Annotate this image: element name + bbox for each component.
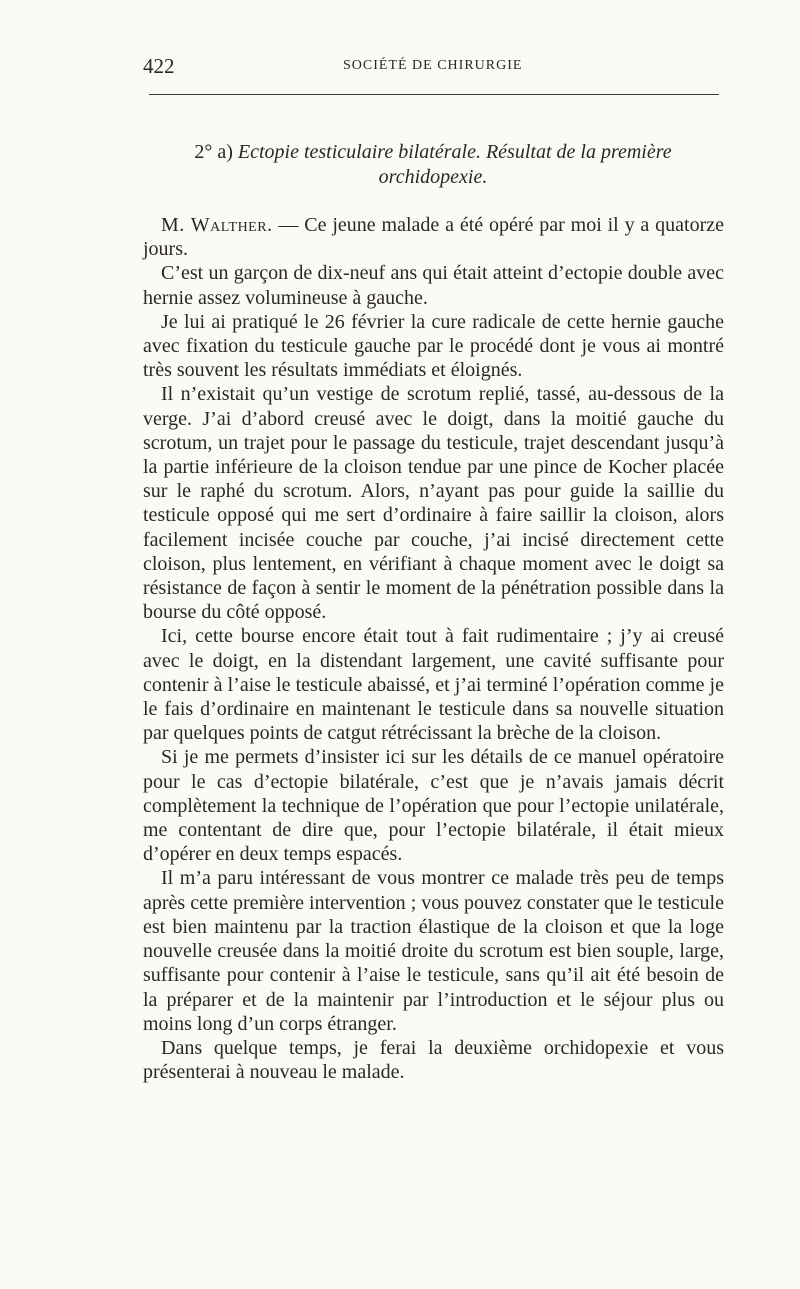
paragraph-6: Si je me permets d’insister ici sur les détails de ce manuel opératoire pour le cas d’ectopie bilatérale, c’est que je n’avais jamais décrit complètement la technique de l’opération que pour l’ectopie unilatérale, me contentant de dire que, pour l’ectopie bilatérale, il était mieux d’opérer en deux temps espacés. [143,746,724,866]
paragraph-3: Je lui ai pratiqué le 26 février la cure radicale de cette hernie gauche avec fixation du testicule gauche par le procédé dont je vous ai montré très souvent les résultats immédiats et éloignés. [143,310,724,382]
speaker-name: M. Walther. [161,214,273,236]
running-title: SOCIÉTÉ DE CHIRURGIE [343,58,523,73]
page-number: 422 [143,54,175,78]
section-number: 2° a) [194,141,233,163]
section-title-line-2: orchidopexie. [378,166,488,188]
section-title [143,140,723,190]
article-body [143,213,724,1084]
section-title-line-1: Ectopie testiculaire bilatérale. Résultat de la première [237,141,672,163]
page-header [143,54,723,84]
paragraph-2: C’est un garçon de dix-neuf ans qui était atteint d’ectopie double avec hernie assez volumineuse à gauche. [143,262,724,309]
paragraph-4: Il n’existait qu’un vestige de scrotum replié, tassé, au-dessous de la verge. J’ai d’abord creusé avec le doigt, dans la moitié gauche du scrotum, un trajet pour le passage du testicule, trajet descendant jusqu’à la partie inférieure de la cloison tendue par une pince de Kocher placée sur le raphé du scrotum. Alors, n’ayant pas pour guide la saillie du testicule opposé qui me sert d’ordinaire à faire saillir la cloison, alors facilement incisée couche par couche, j’ai incisé directement cette cloison, plus lentement, en vérifiant à chaque moment avec le doigt sa résistance de façon à sentir le moment de la pénétration possible dans la bourse du côté opposé. [143,383,724,624]
paragraph-7: Il m’a paru intéressant de vous montrer ce malade très peu de temps après cette première intervention ; vous pouvez constater que le testicule est bien maintenu par la traction élastique de la cloison et que la loge nouvelle creusée dans la moitié droite du scrotum est bien souple, large, suffisante pour contenir à l’aise le testicule, sans qu’il ait été besoin de la préparer et de la maintenir par l’introduction et le séjour plus ou moins long d’un corps étranger. [143,867,724,1035]
paragraph-8: Dans quelque temps, je ferai la deuxième orchidopexie et vous présenterai à nouveau le malade. [143,1036,724,1084]
paragraph-5: Ici, cette bourse encore était tout à fait rudimentaire ; j’y ai creusé avec le doigt, en la distendant largement, une cavité suffisante pour contenir à l’aise le testicule abaissé, et j’ai terminé l’opération comme je le fais d’ordinaire en maintenant le testicule dans sa nouvelle situation par quelques points de catgut rétrécissant la brèche de la cloison. [143,625,724,745]
paragraph-1 [143,213,724,261]
header-rule [149,94,719,95]
paragraph-1-text: — Ce jeune malade a été opéré par moi il y a quatorze jours. [143,214,724,261]
